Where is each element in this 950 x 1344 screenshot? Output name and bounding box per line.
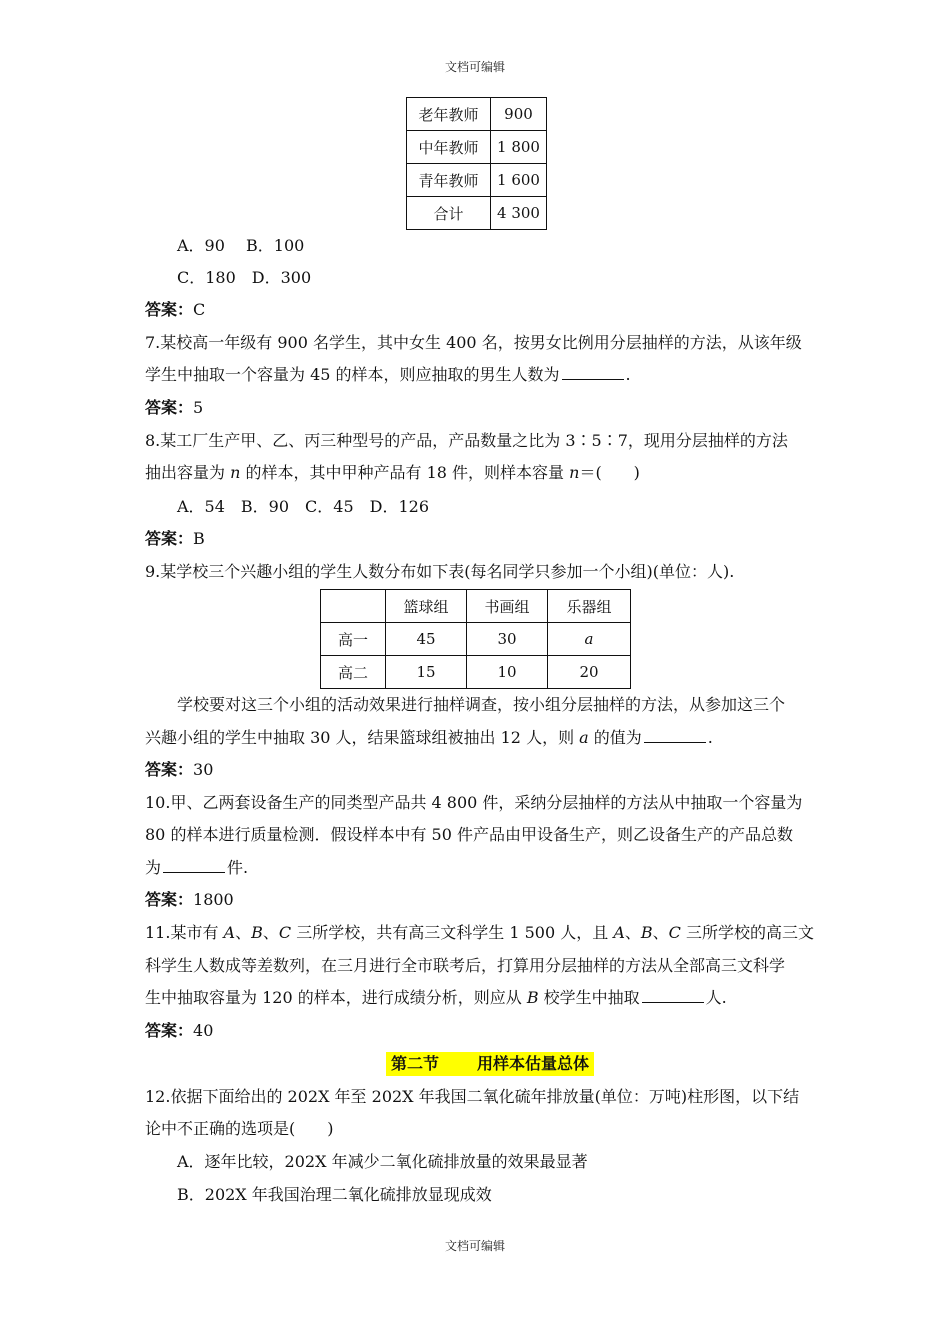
q12-option-b: B．202X 年我国治理二氧化硫排放显现成效 xyxy=(177,1185,492,1204)
answer-value: B xyxy=(193,529,205,548)
answer-value: C xyxy=(193,300,206,319)
q7-line1: 7.某校高一年级有 900 名学生，其中女生 400 名，按男女比例用分层抽样的方法，从该年级 xyxy=(145,333,802,352)
var-C: C xyxy=(278,923,292,942)
answer-label: 答案： xyxy=(145,890,194,909)
var-A: A xyxy=(223,923,236,942)
var-B: B xyxy=(526,988,539,1007)
page-header: 文档可编辑 xyxy=(444,60,505,74)
table-header-cell: 乐器组 xyxy=(548,590,631,623)
q12-line1: 12.依据下面给出的 202X 年至 202X 年我国二氧化硫年排放量(单位：万吨)柱形图，以下结 xyxy=(145,1087,800,1106)
answer-value: 1800 xyxy=(193,890,234,909)
q10-line2: 80 的样本进行质量检测．假设样本中有 50 件产品由甲设备生产，则乙设备生产的产品总数 xyxy=(145,825,793,844)
q11-line3 xyxy=(145,987,727,1009)
q8-line1: 8.某工厂生产甲、乙、丙三种型号的产品，产品数量之比为 3∶5∶7，现用分层抽样的方法 xyxy=(145,431,788,450)
text: 11.某市有 xyxy=(145,923,224,942)
text: . xyxy=(707,728,713,747)
q8-options: A．54 B．90 C．45 D．126 xyxy=(177,497,430,516)
section-heading xyxy=(386,1052,594,1076)
table-header-cell xyxy=(321,590,386,623)
q9-line1: 9.某学校三个兴趣小组的学生人数分布如下表(每名同学只参加一个小组)(单位：人). xyxy=(145,562,735,581)
table-cell: 老年教师 xyxy=(407,98,491,131)
section-number: 第二节 xyxy=(390,1054,439,1073)
answer-label: 答案： xyxy=(145,760,194,779)
text: 兴趣小组的学生中抽取 30 人，结果篮球组被抽出 12 人，则 xyxy=(145,728,580,747)
q10-answer xyxy=(145,889,234,911)
answer-value: 5 xyxy=(193,398,204,417)
interest-group-table xyxy=(320,589,631,689)
text: 三所学校，共有高三文科学生 1 500 人，且 xyxy=(291,923,614,942)
table-cell: 4 300 xyxy=(491,197,547,230)
q9-answer xyxy=(145,759,213,781)
table-cell: 1 800 xyxy=(491,131,547,164)
table-cell: 高一 xyxy=(321,623,386,656)
blank-line xyxy=(642,987,704,1003)
q8-line2 xyxy=(145,462,640,484)
var-B: B xyxy=(251,923,263,942)
text: 、 xyxy=(262,923,279,942)
text: . xyxy=(625,365,631,384)
table-cell: 1 600 xyxy=(491,164,547,197)
text: 三所学校的高三文 xyxy=(680,923,815,942)
var-a: a xyxy=(584,630,594,648)
table-cell: 青年教师 xyxy=(407,164,491,197)
answer-value: 40 xyxy=(193,1021,214,1040)
var-C: C xyxy=(668,923,681,942)
q7-line2 xyxy=(145,364,631,386)
q9-line3 xyxy=(145,727,713,749)
var-n: n xyxy=(230,463,241,482)
q6-options-1: A．90 B．100 xyxy=(177,236,305,255)
q11-answer xyxy=(145,1020,213,1042)
text: 的样本，其中甲种产品有 18 件，则样本容量 xyxy=(240,463,570,482)
answer-label: 答案： xyxy=(145,300,194,319)
var-n: n xyxy=(569,463,580,482)
q6-answer xyxy=(145,299,205,321)
table-cell: 900 xyxy=(491,98,547,131)
table-cell: 20 xyxy=(548,656,631,689)
table-cell: 10 xyxy=(467,656,548,689)
q7-answer xyxy=(145,397,203,419)
text: 、 xyxy=(624,923,641,942)
q9-line2: 学校要对这三个小组的活动效果进行抽样调查，按小组分层抽样的方法，从参加这三个 xyxy=(177,695,786,714)
table-cell xyxy=(548,623,631,656)
text: 的值为 xyxy=(588,728,642,747)
q12-option-a: A．逐年比较，202X 年减少二氧化硫排放量的效果最显著 xyxy=(177,1152,588,1171)
q11-line1 xyxy=(145,922,814,944)
text: 件. xyxy=(227,858,249,877)
table-header-cell: 书画组 xyxy=(467,590,548,623)
text: 人. xyxy=(705,988,727,1007)
q11-line2: 科学生人数成等差数列，在三月进行全市联考后，打算用分层抽样的方法从全部高三文科学 xyxy=(145,956,786,975)
table-cell: 45 xyxy=(386,623,467,656)
q6-options-2: C．180 D．300 xyxy=(177,268,312,287)
blank-line xyxy=(562,364,624,380)
table-header-cell: 篮球组 xyxy=(386,590,467,623)
table-cell: 合计 xyxy=(407,197,491,230)
blank-line xyxy=(644,727,706,743)
q10-line1: 10.甲、乙两套设备生产的同类型产品共 4 800 件，采纳分层抽样的方法从中抽取一个容量为 xyxy=(145,793,803,812)
text: 为 xyxy=(145,858,162,877)
teacher-table xyxy=(406,97,547,230)
page-footer: 文档可编辑 xyxy=(444,1239,505,1253)
answer-value: 30 xyxy=(193,760,214,779)
text: 学生中抽取一个容量为 45 的样本，则应抽取的男生人数为 xyxy=(145,365,560,384)
q8-answer xyxy=(145,528,205,550)
table-cell: 中年教师 xyxy=(407,131,491,164)
table-cell: 15 xyxy=(386,656,467,689)
text: 抽出容量为 xyxy=(145,463,231,482)
answer-label: 答案： xyxy=(145,398,194,417)
var-a: a xyxy=(579,728,589,747)
q10-line3 xyxy=(145,857,248,879)
q12-line2: 论中不正确的选项是( ) xyxy=(145,1119,334,1138)
table-cell: 高二 xyxy=(321,656,386,689)
text: 生中抽取容量为 120 的样本，进行成绩分析，则应从 xyxy=(145,988,527,1007)
table-cell: 30 xyxy=(467,623,548,656)
section-title: 用样本估量总体 xyxy=(477,1054,590,1073)
answer-label: 答案： xyxy=(145,1021,194,1040)
var-B: B xyxy=(640,923,653,942)
text: 校学生中抽取 xyxy=(538,988,640,1007)
text: ＝( ) xyxy=(579,463,640,482)
text: 、 xyxy=(235,923,252,942)
var-A: A xyxy=(613,923,625,942)
answer-label: 答案： xyxy=(145,529,194,548)
blank-line xyxy=(163,857,225,873)
text: 、 xyxy=(652,923,669,942)
